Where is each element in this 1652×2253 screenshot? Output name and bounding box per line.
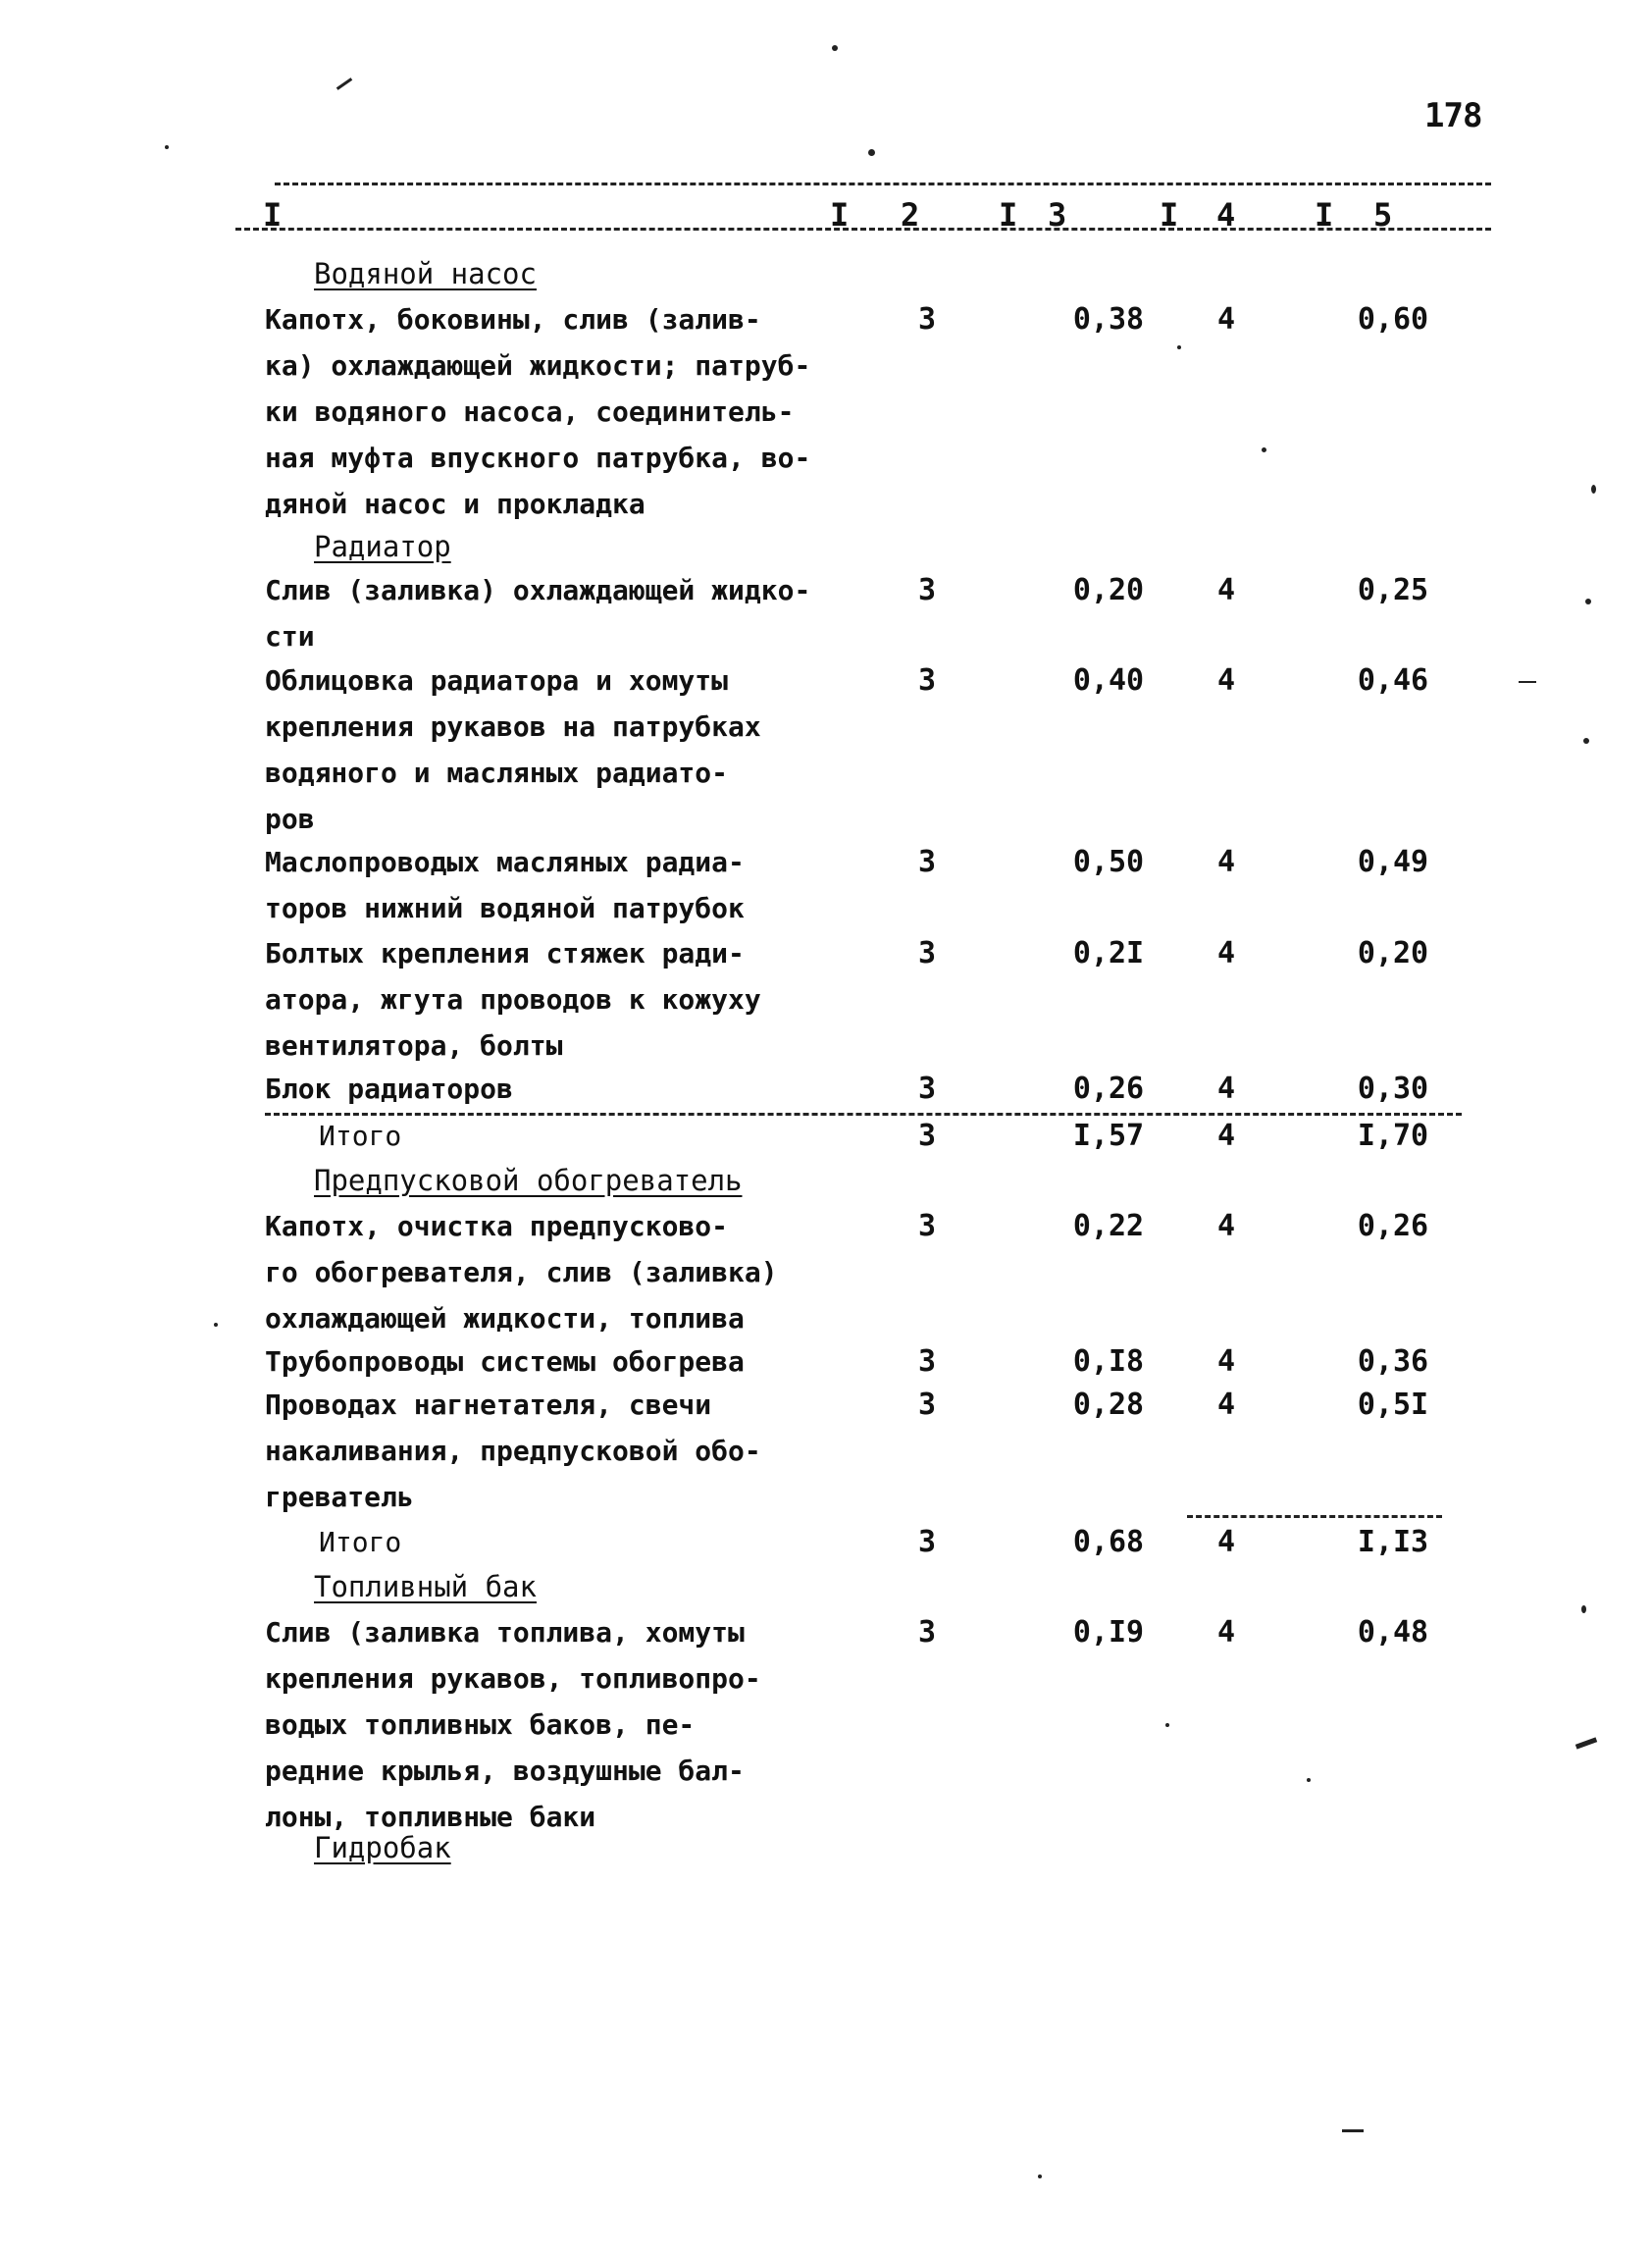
page-number: 178 [1424,96,1482,135]
scan-speck [832,45,838,51]
row-col-4: 4 [1216,663,1236,698]
row-col-4: 4 [1216,1072,1236,1106]
row-col-4: 4 [1216,1209,1236,1243]
row-col-5: 0,46 [1357,663,1429,698]
row-col-5: 0,26 [1357,1209,1429,1243]
row-col-2: 3 [917,1388,937,1422]
header-separator: I [1160,196,1179,234]
scan-mark [1519,681,1536,683]
row-col-4: 4 [1216,1388,1236,1422]
row-col-5: 0,25 [1357,573,1429,607]
row-description: Капотx, боковины, слив (залив- ка) охлаждающей жидкости; патруб- ки водяного насоса, соединитель- ная муфта впускного патрубка, во- дяной насос и прокладка [265,303,811,520]
row-col-2: 3 [917,663,937,698]
row-col-2: 3 [917,845,937,879]
scan-mark [1342,2129,1364,2132]
row-col-4: 4 [1216,936,1236,970]
row-col-2: 3 [917,936,937,970]
row-col-5: 0,30 [1357,1072,1429,1106]
row-description: Капотx, очистка предпусково- го обогревателя, слив (заливка) охлаждающей жидкости, топлива [265,1210,778,1335]
row-col-3: 0,38 [1072,302,1145,337]
total-col-5: I,I3 [1357,1525,1429,1559]
row-col-5: 0,5I [1357,1388,1429,1422]
row-col-2: 3 [917,1615,937,1650]
row-col-4: 4 [1216,302,1236,337]
row-col-3: 0,26 [1072,1072,1145,1106]
scan-speck [214,1323,218,1327]
row-col-2: 3 [917,1072,937,1106]
row-col-3: 0,I9 [1072,1615,1145,1650]
row-description: Маслопроводыx масляных радиа- торов нижний водяной патрубок [265,846,745,924]
row-col-5: 0,36 [1357,1344,1429,1379]
total-col-4: 4 [1216,1119,1236,1153]
row-col-3: 0,20 [1072,573,1145,607]
row-col-3: 0,2I [1072,936,1145,970]
header-bottom-rule [235,228,1491,231]
subtotal-rule [1187,1515,1442,1518]
row-col-2: 3 [917,1344,937,1379]
section-title-radiator: Радиатор [314,530,451,563]
subtotal-rule [265,1113,1462,1116]
section-title-hydraulic-tank: Гидробак [314,1831,451,1864]
row-col-3: 0,40 [1072,663,1145,698]
scan-speck [1177,345,1181,349]
table-header [0,196,1652,245]
section-title-preheater: Предпусковой обогреватель [314,1164,743,1197]
row-description: Слив (заливка топлива, хомуты крепления рукавов, топливопро- водыx топливных баков, пе- редние крылья, воздушные бал- лоны, топливные баки [265,1616,761,1833]
row-col-3: 0,50 [1072,845,1145,879]
row-col-3: 0,I8 [1072,1344,1145,1379]
row-col-5: 0,48 [1357,1615,1429,1650]
row-description: Облицовка радиатора и хомуты крепления рукавов на патрубках водяного и масляных радиато- ров [265,664,761,835]
header-separator: I [999,196,1018,234]
scan-speck [1307,1778,1311,1782]
total-col-2: 3 [917,1119,937,1153]
total-col-3: I,57 [1072,1119,1145,1153]
row-description: Проводаx нагнетателя, свечи накаливания, предпусковой обо- греватель [265,1388,761,1513]
row-description: Слив (заливка) охлаждающей жидко- сти [265,574,811,653]
row-col-2: 3 [917,302,937,337]
section-title-fuel-tank: Топливный бак [314,1570,537,1603]
row-col-4: 4 [1216,1615,1236,1650]
row-col-5: 0,49 [1357,845,1429,879]
header-col-1: I [263,196,283,234]
row-col-4: 4 [1216,573,1236,607]
row-description: Болтыx крепления стяжек ради- атора, жгута проводов к кожуху вентилятора, болты [265,937,761,1062]
header-col-5: 5 [1373,196,1393,234]
header-top-rule [275,183,1491,185]
row-col-3: 0,22 [1072,1209,1145,1243]
header-separator: I [1315,196,1334,234]
total-col-3: 0,68 [1072,1525,1145,1559]
header-col-2: 2 [901,196,920,234]
row-col-2: 3 [917,573,937,607]
total-col-4: 4 [1216,1525,1236,1559]
row-col-2: 3 [917,1209,937,1243]
scan-speck [1581,1605,1586,1613]
scan-speck [1038,2174,1042,2178]
section-title-water-pump: Водяной насос [314,257,537,290]
header-separator: I [830,196,850,234]
header-col-3: 3 [1048,196,1067,234]
scan-speck [1585,599,1591,604]
row-col-4: 4 [1216,845,1236,879]
row-col-4: 4 [1216,1344,1236,1379]
row-description: Трубопроводы системы обогрева [265,1345,745,1378]
header-col-4: 4 [1216,196,1236,234]
total-label: Итого [319,1526,402,1558]
scan-speck [868,149,875,156]
scan-speck [165,145,169,149]
scan-speck [1165,1723,1169,1727]
total-label: Итого [319,1120,402,1152]
row-col-5: 0,60 [1357,302,1429,337]
total-col-2: 3 [917,1525,937,1559]
scan-mark [1575,1737,1597,1749]
row-description: Блок радиаторов [265,1073,513,1105]
scan-speck [1262,447,1266,452]
scan-speck [1583,738,1589,744]
row-col-3: 0,28 [1072,1388,1145,1422]
scan-speck [1591,485,1596,494]
total-col-5: I,70 [1357,1119,1429,1153]
row-col-5: 0,20 [1357,936,1429,970]
scan-mark [336,78,352,90]
